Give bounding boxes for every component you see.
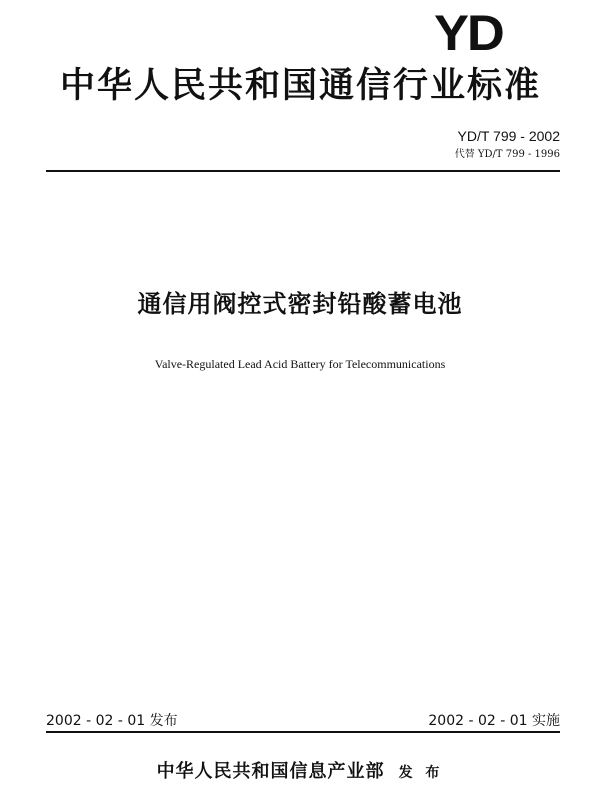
standard-category-title: 中华人民共和国通信行业标准 [60, 66, 542, 106]
publish-label: 发 布 [398, 765, 444, 781]
publisher-name: 中华人民共和国信息产业部 [156, 761, 385, 782]
implementation-date: 2002 - 02 - 01 实施 [428, 713, 560, 729]
standard-number: YD/T 799 - 2002 [457, 128, 560, 144]
replaces-standard: 代替 YD/T 799 - 1996 [454, 149, 560, 160]
yd-logo: YD [434, 5, 503, 61]
issue-date: 2002 - 02 - 01 发布 [46, 713, 178, 729]
footer-divider [46, 731, 560, 733]
publisher-line [0, 760, 600, 785]
header-divider [46, 170, 560, 172]
document-title-english: Valve-Regulated Lead Acid Battery for Telecommunications [154, 357, 446, 371]
document-title-chinese: 通信用阀控式密封铅酸蓄电池 [137, 290, 463, 318]
